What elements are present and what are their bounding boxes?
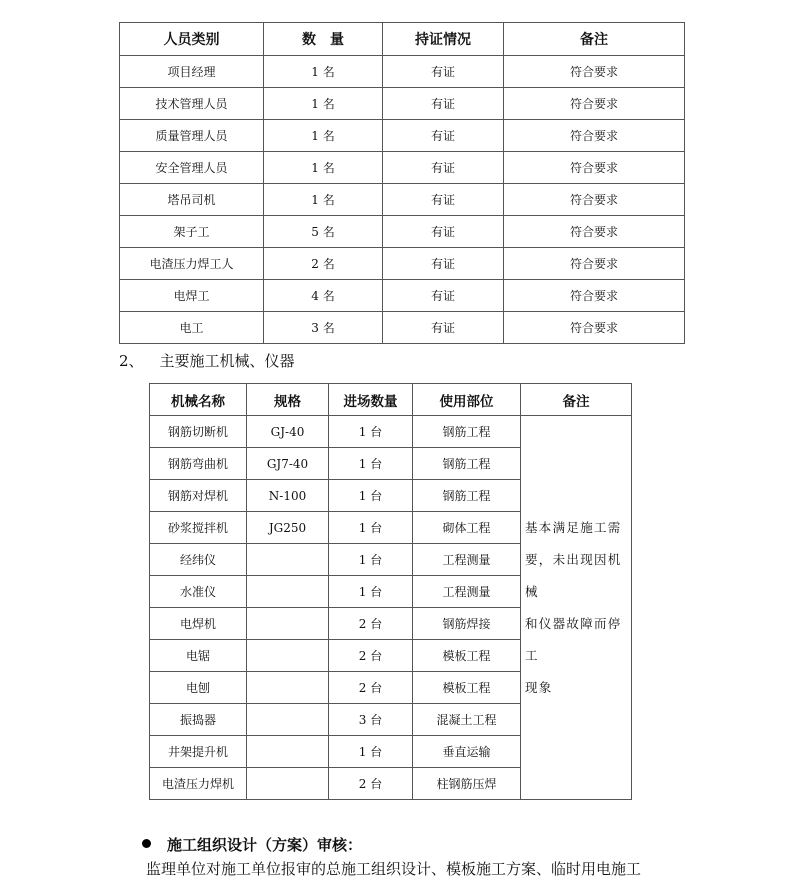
cell-certificate: 有证 <box>383 280 504 312</box>
cell-remark: 符合要求 <box>504 184 685 216</box>
cell-certificate: 有证 <box>383 216 504 248</box>
cell-quantity: 2 名 <box>264 248 383 280</box>
bullet-heading <box>142 834 362 855</box>
cell-machine-name: 经纬仪 <box>150 544 247 576</box>
cell-machine-name: 电刨 <box>150 672 247 704</box>
header-usage: 使用部位 <box>413 384 521 416</box>
cell-machine-name: 电焊机 <box>150 608 247 640</box>
cell-entry-quantity: 1 台 <box>329 480 413 512</box>
cell-quantity: 1 名 <box>264 88 383 120</box>
table-row <box>120 56 685 88</box>
cell-usage: 钢筋工程 <box>413 480 521 512</box>
cell-spec: GJ-40 <box>247 416 329 448</box>
cell-spec <box>247 736 329 768</box>
cell-entry-quantity: 2 台 <box>329 640 413 672</box>
cell-category: 质量管理人员 <box>120 120 264 152</box>
cell-machine-name: 水准仪 <box>150 576 247 608</box>
cell-entry-quantity: 1 台 <box>329 416 413 448</box>
cell-remark: 符合要求 <box>504 280 685 312</box>
cell-machine-name: 电渣压力焊机 <box>150 768 247 800</box>
cell-certificate: 有证 <box>383 88 504 120</box>
remark-line: 基本满足施工需 <box>525 519 622 535</box>
cell-usage: 钢筋焊接 <box>413 608 521 640</box>
cell-certificate: 有证 <box>383 120 504 152</box>
header-machine-name: 机械名称 <box>150 384 247 416</box>
cell-usage: 钢筋工程 <box>413 448 521 480</box>
machine-header-row <box>150 384 632 416</box>
cell-usage: 砌体工程 <box>413 512 521 544</box>
table-row <box>120 248 685 280</box>
section-title: 主要施工机械、仪器 <box>159 352 295 370</box>
table-row <box>120 120 685 152</box>
cell-remark: 符合要求 <box>504 216 685 248</box>
cell-quantity: 1 名 <box>264 56 383 88</box>
machine-table <box>149 383 632 800</box>
cell-machine-name: 钢筋对焊机 <box>150 480 247 512</box>
table-row <box>120 216 685 248</box>
cell-certificate: 有证 <box>383 184 504 216</box>
cell-machine-name: 砂浆搅拌机 <box>150 512 247 544</box>
cell-quantity: 3 名 <box>264 312 383 344</box>
cell-remark: 符合要求 <box>504 88 685 120</box>
cell-usage: 垂直运输 <box>413 736 521 768</box>
cell-spec <box>247 768 329 800</box>
cell-spec: JG250 <box>247 512 329 544</box>
cell-spec <box>247 608 329 640</box>
cell-machine-name: 钢筋弯曲机 <box>150 448 247 480</box>
cell-category: 技术管理人员 <box>120 88 264 120</box>
cell-entry-quantity: 2 台 <box>329 768 413 800</box>
cell-usage: 工程测量 <box>413 576 521 608</box>
body-paragraph: 监理单位对施工单位报审的总施工组织设计、模板施工方案、临时用电施工 <box>146 860 642 878</box>
header-remark: 备注 <box>504 23 685 56</box>
table-row <box>120 88 685 120</box>
machine-remark-cell <box>521 416 632 800</box>
cell-category: 项目经理 <box>120 56 264 88</box>
cell-remark: 符合要求 <box>504 56 685 88</box>
remark-line: 和仪器故障而停工 <box>525 615 622 663</box>
cell-quantity: 5 名 <box>264 216 383 248</box>
cell-quantity: 4 名 <box>264 280 383 312</box>
cell-certificate: 有证 <box>383 312 504 344</box>
cell-entry-quantity: 1 台 <box>329 544 413 576</box>
cell-spec <box>247 544 329 576</box>
cell-usage: 混凝土工程 <box>413 704 521 736</box>
cell-quantity: 1 名 <box>264 152 383 184</box>
remark-line: 现象 <box>525 679 553 695</box>
cell-machine-name: 振捣器 <box>150 704 247 736</box>
table-row <box>120 184 685 216</box>
header-machine-remark: 备注 <box>521 384 632 416</box>
cell-usage: 柱钢筋压焊 <box>413 768 521 800</box>
cell-machine-name: 电锯 <box>150 640 247 672</box>
cell-entry-quantity: 1 台 <box>329 512 413 544</box>
table-row <box>120 152 685 184</box>
cell-category: 安全管理人员 <box>120 152 264 184</box>
cell-entry-quantity: 1 台 <box>329 736 413 768</box>
cell-entry-quantity: 2 台 <box>329 608 413 640</box>
table-row <box>150 416 632 448</box>
table-row <box>120 312 685 344</box>
personnel-header-row <box>120 23 685 56</box>
cell-category: 电渣压力焊工人 <box>120 248 264 280</box>
cell-machine-name: 钢筋切断机 <box>150 416 247 448</box>
cell-category: 架子工 <box>120 216 264 248</box>
cell-spec <box>247 672 329 704</box>
cell-entry-quantity: 2 台 <box>329 672 413 704</box>
header-quantity: 数 量 <box>264 23 383 56</box>
cell-usage: 工程测量 <box>413 544 521 576</box>
section-heading <box>119 350 295 371</box>
cell-remark: 符合要求 <box>504 120 685 152</box>
section-number: 2、 <box>119 352 144 370</box>
cell-certificate: 有证 <box>383 56 504 88</box>
cell-spec <box>247 576 329 608</box>
cell-quantity: 1 名 <box>264 184 383 216</box>
cell-usage: 模板工程 <box>413 640 521 672</box>
cell-entry-quantity: 1 台 <box>329 448 413 480</box>
cell-machine-name: 井架提升机 <box>150 736 247 768</box>
cell-certificate: 有证 <box>383 248 504 280</box>
remark-line: 要，未出现因机械 <box>525 551 622 599</box>
cell-entry-quantity: 3 台 <box>329 704 413 736</box>
cell-category: 电焊工 <box>120 280 264 312</box>
cell-usage: 模板工程 <box>413 672 521 704</box>
cell-entry-quantity: 1 台 <box>329 576 413 608</box>
table-row <box>120 280 685 312</box>
cell-certificate: 有证 <box>383 152 504 184</box>
header-category: 人员类别 <box>120 23 264 56</box>
cell-spec <box>247 640 329 672</box>
header-spec: 规格 <box>247 384 329 416</box>
cell-usage: 钢筋工程 <box>413 416 521 448</box>
cell-quantity: 1 名 <box>264 120 383 152</box>
cell-spec: N-100 <box>247 480 329 512</box>
cell-remark: 符合要求 <box>504 312 685 344</box>
cell-spec <box>247 704 329 736</box>
cell-remark: 符合要求 <box>504 248 685 280</box>
cell-remark: 符合要求 <box>504 152 685 184</box>
bullet-icon <box>142 839 151 848</box>
header-certificate: 持证情况 <box>383 23 504 56</box>
cell-spec: GJ7-40 <box>247 448 329 480</box>
personnel-table <box>119 22 685 344</box>
header-entry-quantity: 进场数量 <box>329 384 413 416</box>
cell-category: 塔吊司机 <box>120 184 264 216</box>
cell-category: 电工 <box>120 312 264 344</box>
bullet-heading-text: 施工组织设计（方案）审核： <box>167 836 363 854</box>
